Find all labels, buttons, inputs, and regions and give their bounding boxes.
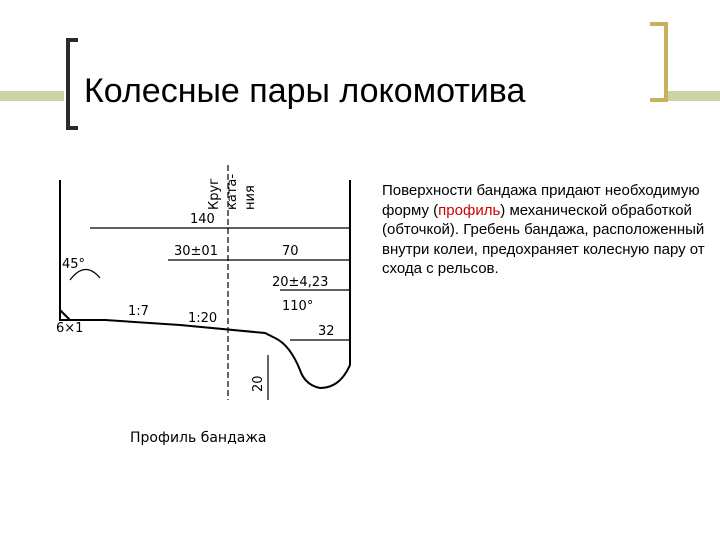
right-bracket-decoration [650, 22, 668, 102]
slope-1-7: 1:7 [128, 304, 149, 319]
body-text-after: ) механической обработкой (обточкой). Гребень бандажа, расположенный внутри колеи, предохраняет колесную пару от схода с рельсов. [382, 201, 705, 277]
label-nia: ния [243, 185, 258, 210]
dim-30: 30±01 [174, 244, 218, 259]
dim-140: 140 [190, 212, 215, 227]
drawing-caption: Профиль бандажа [130, 430, 267, 446]
left-bracket-decoration [66, 38, 78, 130]
tire-chamfer [60, 310, 70, 320]
tire-profile-drawing [50, 160, 360, 460]
slope-1-20: 1:20 [188, 311, 218, 326]
dim-angle-110: 110° [282, 299, 314, 314]
chamfer-6x1: 6×1 [56, 321, 84, 336]
angle-45: 45° [62, 257, 86, 272]
label-kata: ката- [225, 173, 240, 210]
dim-20-423: 20±4,23 [272, 275, 329, 290]
body-text [382, 181, 712, 279]
dim-32: 32 [318, 324, 335, 339]
slide-title: Колесные пары локомотива [84, 72, 526, 110]
dim-20: 20 [251, 375, 266, 392]
body-text-highlight: профиль [438, 201, 501, 219]
label-krug: Круг [207, 177, 222, 210]
dim-70: 70 [282, 244, 299, 259]
body-text-before: Поверхности бандажа придают необходимую форму ( [382, 182, 700, 219]
